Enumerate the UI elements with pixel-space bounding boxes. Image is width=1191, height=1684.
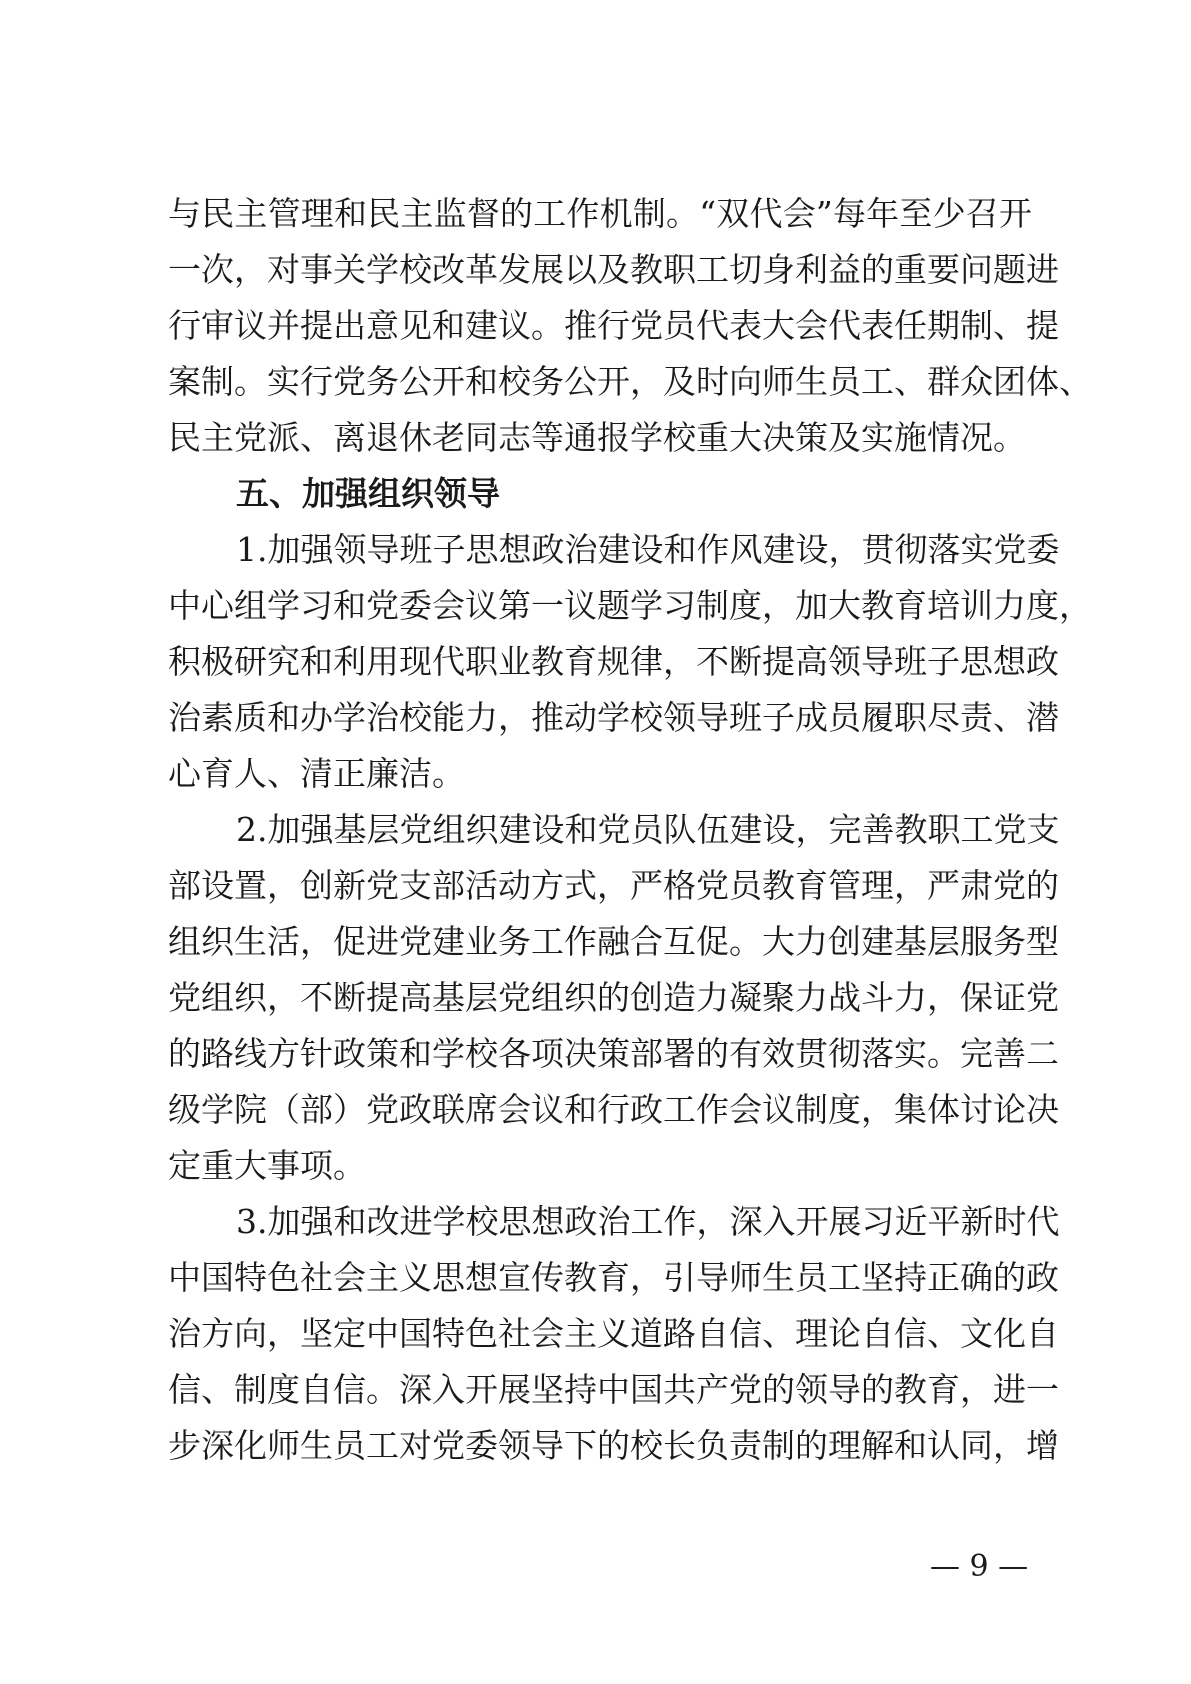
text-line: 治方向，坚定中国特色社会主义道路自信、理论自信、文化自 xyxy=(168,1314,1059,1353)
text-line: 一次，对事关学校改革发展以及教职工切身利益的重要问题进 xyxy=(168,250,1059,289)
text-line: 信、制度自信。深入开展坚持中国共产党的领导的教育，进一 xyxy=(168,1370,1059,1409)
text-line: 部设置，创新党支部活动方式，严格党员教育管理，严肃党的 xyxy=(168,866,1059,905)
text-line: 心育人、清正廉洁。 xyxy=(168,754,465,793)
text-line: 党组织，不断提高基层党组织的创造力凝聚力战斗力，保证党 xyxy=(168,978,1059,1017)
text-line: 行审议并提出意见和建议。推行党员代表大会代表任期制、提 xyxy=(168,306,1059,345)
text-line: 积极研究和利用现代职业教育规律，不断提高领导班子思想政 xyxy=(168,642,1059,681)
text-line: 的路线方针政策和学校各项决策部署的有效贯彻落实。完善二 xyxy=(168,1034,1059,1073)
text-line: 治素质和办学治校能力，推动学校领导班子成员履职尽责、潜 xyxy=(168,698,1059,737)
text-line: 民主党派、离退休老同志等通报学校重大决策及实施情况。 xyxy=(168,418,1026,457)
paragraph-first-line: 2.加强基层党组织建设和党员队伍建设，完善教职工党支 xyxy=(236,810,1060,849)
text-line: 案制。实行党务公开和校务公开，及时向师生员工、群众团体、 xyxy=(168,362,1092,401)
text-line: 中国特色社会主义思想宣传教育，引导师生员工坚持正确的政 xyxy=(168,1258,1059,1297)
text-line: 与民主管理和民主监督的工作机制。“双代会”每年至少召开 xyxy=(168,194,1032,233)
page-number: — 9 — xyxy=(930,1549,1029,1584)
text-line: 定重大事项。 xyxy=(168,1146,366,1185)
paragraph-first-line: 1.加强领导班子思想政治建设和作风建设，贯彻落实党委 xyxy=(236,530,1060,569)
text-line: 中心组学习和党委会议第一议题学习制度，加大教育培训力度， xyxy=(168,586,1092,625)
section-heading: 五、加强组织领导 xyxy=(236,474,500,513)
paragraph-first-line: 3.加强和改进学校思想政治工作，深入开展习近平新时代 xyxy=(236,1202,1060,1241)
text-line: 组织生活，促进党建业务工作融合互促。大力创建基层服务型 xyxy=(168,922,1059,961)
text-line: 步深化师生员工对党委领导下的校长负责制的理解和认同，增 xyxy=(168,1426,1059,1465)
text-line: 级学院（部）党政联席会议和行政工作会议制度，集体讨论决 xyxy=(168,1090,1059,1129)
